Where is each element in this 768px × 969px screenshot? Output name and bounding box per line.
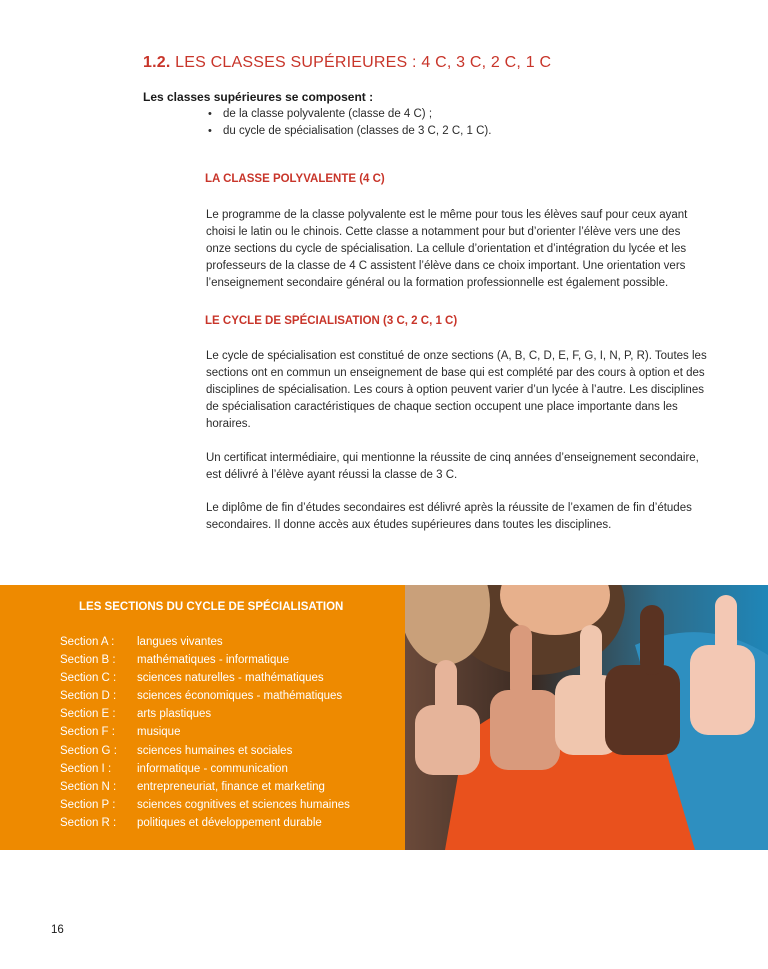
section-number: 1.2. xyxy=(143,54,171,71)
section-row: Section C : sciences naturelles - mathématiques xyxy=(60,672,324,685)
section-row: Section R : politiques et développement durable xyxy=(60,816,322,829)
bullet-item: • du cycle de spécialisation (classes de 3 C, 2 C, 1 C). xyxy=(208,123,491,140)
sections-list xyxy=(60,633,350,832)
bullet-item: • de la classe polyvalente (classe de 4 C) ; xyxy=(208,106,491,123)
thumbs-up-illustration xyxy=(405,585,768,850)
section-row: Section D : sciences économiques - mathématiques xyxy=(60,690,343,703)
bullet-dot-icon: • xyxy=(208,108,212,120)
paragraph-cycle-1: Le cycle de spécialisation est constitué de onze sections (A, B, C, D, E, F, G, I, N, P, R). Toutes les sections ont en commun un enseignement de base qui est complété par des cours à option et des disciplines de spécialisation. Les cours à option peuvent varier d’un lycée à l’autre. Les disciplines de spécialisation caractéristiques de chaque section occupent une place importante dans les horaires. xyxy=(206,350,707,430)
section-row: Section F : musique xyxy=(60,726,181,739)
section-title: LES CLASSES SUPÉRIEURES : 4 C, 3 C, 2 C, 1 C xyxy=(175,54,552,71)
section-row: Section N : entrepreneuriat, finance et marketing xyxy=(60,780,325,793)
section-row: Section P : sciences cognitives et sciences humaines xyxy=(60,798,350,811)
bullet-dot-icon: • xyxy=(208,125,212,137)
paragraph-cycle-2: Un certificat intermédiaire, qui mentionne la réussite de cinq années d’enseignement secondaire, est délivré à l’élève ayant réussi la classe de 3 C. xyxy=(206,452,699,481)
bullet-list xyxy=(208,106,491,140)
section-row: Section I : informatique - communication xyxy=(60,762,288,775)
subheading-polyvalente: LA CLASSE POLYVALENTE (4 C) xyxy=(205,173,385,185)
paragraph-cycle-3: Le diplôme de fin d’études secondaires est délivré après la réussite de l’examen de fin d’études secondaires. Il donne accès aux études supérieures dans toutes les disciplines. xyxy=(206,502,692,531)
page-number: 16 xyxy=(51,924,64,936)
section-row: Section A : langues vivantes xyxy=(60,636,223,648)
sections-box xyxy=(0,585,405,850)
subheading-cycle: LE CYCLE DE SPÉCIALISATION (3 C, 2 C, 1 C) xyxy=(205,315,458,327)
section-heading xyxy=(143,54,551,72)
sections-box-title: LES SECTIONS DU CYCLE DE SPÉCIALISATION xyxy=(79,601,344,613)
intro-text: Les classes supérieures se composent : xyxy=(143,90,374,104)
thumbs-up-photo xyxy=(405,585,768,850)
paragraph-polyvalente: Le programme de la classe polyvalente est le même pour tous les élèves sauf pour ceux ayant choisi le latin ou le chinois. Cette classe a notamment pour but d’orienter l’élève vers une des onze sections du cycle de spécialisation. La cellule d’orientation et d’intégration du lycée et les professeurs de la classe de 4 C assistent l’élève dans ce choix important. Une orientation vers l’enseignement secondaire général ou la formation professionnelle est également possible. xyxy=(206,209,688,289)
section-row: Section G : sciences humaines et sociales xyxy=(60,744,293,757)
section-row: Section E : arts plastiques xyxy=(60,708,212,721)
section-row: Section B : mathématiques - informatique xyxy=(60,654,290,667)
